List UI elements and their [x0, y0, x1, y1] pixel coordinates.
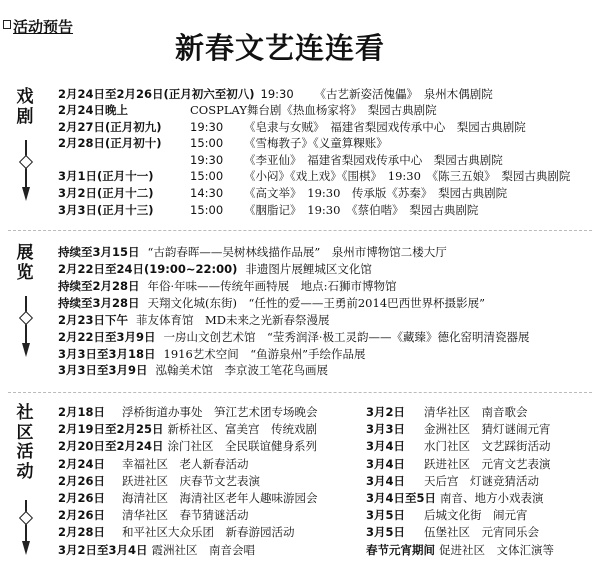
page-title: 新春文艺连连看	[175, 31, 386, 65]
exhibition-row: 持续至3月15日 “古韵春晖——吴树林线描作品展” 泉州市博物馆二楼大厅	[58, 245, 447, 259]
knot-ornament-icon	[24, 500, 27, 555]
opera-row: 3月2日(正月十二) 14:30 《高文举》 19:30 传承版《苏秦》 梨园古典剧院	[58, 186, 508, 200]
opera-row: 2月24日晚上 COSPLAY舞台剧《热血杨家将》 梨园古典剧院	[58, 103, 437, 117]
exhibition-row: 2月23日下午 菲友体育馆 MD未来之光新春祭漫展	[58, 313, 330, 327]
exhibition-row: 3月3日至3月9日 泓翰美术馆 李京波工笔花鸟画展	[58, 363, 329, 377]
section-tag: 活动预告	[13, 18, 74, 36]
community-row: 3月2日至3月4日 霞洲社区 南音会唱	[58, 542, 256, 557]
community-row: 3月4日至5日 南音、地方小戏表演	[366, 491, 544, 505]
header-checkbox-icon	[3, 20, 11, 29]
exhibition-row: 持续至3月28日 天翔文化城(东街) “任性的爱——王勇前2014巴西世界杯摄影展”	[58, 296, 486, 310]
opera-row: 2月24日至2月26日(正月初六至初八) 19:30 《古艺新姿活傀儡》 泉州木偶剧院	[58, 87, 493, 101]
community-row: 2月18日 浮桥街道办事处 笋江艺术团专场晚会	[58, 405, 318, 419]
opera-row: 2月27日(正月初九) 19:30 《皂隶与女贼》 福建省梨园戏传承中心 梨园古典剧院	[58, 120, 526, 134]
community-row: 3月5日 后城文化街 闹元宵	[366, 508, 528, 523]
community-row: 3月2日 清华社区 南音歌会	[366, 405, 528, 419]
community-row: 3月5日 伍堡社区 元宵同乐会	[366, 525, 539, 540]
community-row: 2月26日 清华社区 春节猜谜活动	[58, 508, 249, 523]
opera-row: 3月3日(正月十三) 15:00 《胭脂记》 19:30 《蔡伯喈》 梨园古典剧院	[58, 203, 479, 217]
community-row: 春节元宵期间 促进社区 文体汇演等	[366, 542, 554, 557]
knot-ornament-icon	[24, 296, 27, 357]
divider	[8, 392, 592, 393]
opera-row: 19:30 《李亚仙》 福建省梨园戏传承中心 梨园古典剧院	[190, 153, 503, 167]
community-row: 3月3日 金洲社区 猜灯谜闹元宵	[366, 422, 551, 437]
opera-row: 3月1日(正月十一) 15:00 《小闷》《戏上戏》《围棋》 19:30 《陈三五娘》 梨园古典剧院	[58, 169, 571, 183]
community-label: 社 区 活 动	[16, 403, 34, 482]
community-row: 3月4日 跃进社区 元宵文艺表演	[366, 456, 551, 471]
community-row: 2月24日 幸福社区 老人新春活动	[58, 456, 249, 471]
community-row: 2月26日 跃进社区 庆春节文艺表演	[58, 473, 260, 488]
exhibition-row: 持续至2月28日 年俗·年味——传统年画特展 地点:石狮市博物馆	[58, 279, 397, 293]
exhibition-row: 3月3日至3月18日 1916艺术空间 “鱼游泉州”手绘作品展	[58, 347, 366, 361]
knot-ornament-icon	[24, 140, 27, 201]
community-row: 3月4日 天后宫 灯谜竞猜活动	[366, 473, 539, 488]
community-row: 2月19日至2月25日 新桥社区、富美宫 传统戏剧	[58, 422, 318, 437]
community-row: 3月4日 水门社区 文艺踩街活动	[366, 439, 551, 454]
opera-label: 戏 剧	[16, 87, 34, 127]
community-row: 2月20日至2月24日 涂门社区 全民联谊健身系列	[58, 439, 318, 454]
exhibition-label: 展 览	[16, 243, 34, 283]
community-row: 2月28日 和平社区大众乐团 新春游园活动	[58, 525, 295, 540]
exhibition-row: 2月22日至3月9日 一房山文创艺术馆 “莹秀润泽·极工灵韵——《藏臻》德化窑明清瓷器展	[58, 330, 530, 344]
divider	[8, 230, 592, 231]
exhibition-row: 2月22日至24日(19:00~22:00) 非遗图片展鲤城区文化馆	[58, 262, 372, 276]
community-row: 2月26日 海清社区 海清社区老年人趣味游园会	[58, 491, 318, 505]
opera-row: 2月28日(正月初十) 15:00 《雪梅教子》《义童算粿账》	[58, 136, 388, 150]
